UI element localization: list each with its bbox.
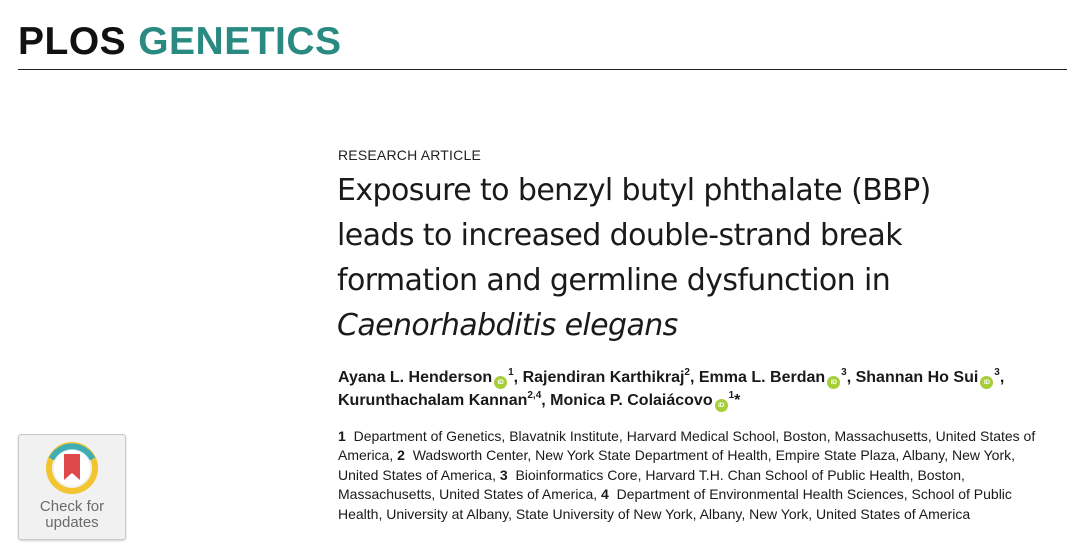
check-for-updates-line: Check for	[39, 498, 105, 515]
affiliation-number: 3	[499, 466, 508, 483]
author-affiliation-ref: 3	[841, 367, 847, 378]
affiliation-number: 4	[601, 486, 609, 503]
title-line: Exposure to benzyl butyl phthalate (BBP)	[337, 173, 931, 208]
orcid-icon[interactable]: iD	[494, 376, 507, 389]
publisher-name: PLOS	[18, 20, 127, 63]
header-divider	[18, 69, 1067, 70]
check-for-updates-line: updates	[45, 514, 99, 531]
check-for-updates-button[interactable]	[18, 434, 126, 540]
author-name[interactable]: Shannan Ho Sui	[855, 369, 979, 386]
author-name[interactable]: Monica P. Colaiácovo	[550, 392, 713, 409]
title-line: formation and germline dysfunction in	[337, 263, 891, 298]
affiliation-number: 1	[338, 428, 346, 444]
crossmark-icon	[44, 440, 100, 496]
author-affiliation-ref: 2,4	[527, 390, 542, 401]
author-affiliation-ref: 1	[728, 390, 735, 401]
affiliation-text: Bioinformatics Core, Harvard T.H. Chan School of Public Health, Boston, Massachusetts, United States of America,	[338, 466, 965, 503]
article-type-label: RESEARCH ARTICLE	[338, 147, 481, 163]
affiliation-text: Wadsworth Center, New York State Department of Health, Empire State Plaza, Albany, New York, United States of America,	[338, 447, 1016, 483]
title-line: leads to increased double-strand break	[337, 218, 902, 253]
author-separator: ,	[999, 369, 1005, 386]
author-line	[338, 366, 1058, 389]
orcid-icon[interactable]: iD	[827, 376, 840, 389]
affiliations	[338, 427, 1058, 524]
author-separator: ,	[846, 369, 852, 386]
author-affiliation-ref: 2	[684, 367, 690, 378]
title-species: Caenorhabditis elegans	[337, 308, 678, 343]
author-name[interactable]: Emma L. Berdan	[698, 369, 826, 386]
affiliation-text: Department of Genetics, Blavatnik Institute, Harvard Medical School, Boston, Massachusetts, United States of America,	[338, 428, 1036, 464]
journal-name: GENETICS	[138, 20, 342, 63]
author-name[interactable]: Rajendiran Karthikraj	[522, 369, 685, 386]
author-name[interactable]: Ayana L. Henderson	[338, 369, 493, 386]
article-title	[337, 168, 1037, 348]
affiliation-text: Department of Environmental Health Sciences, School of Public Health, University at Albany, State University of New York, Albany, New York, United States of America	[338, 486, 1012, 522]
author-separator: ,	[689, 369, 695, 386]
author-separator: ,	[513, 369, 519, 386]
author-affiliation-ref: 1	[508, 367, 514, 378]
author-name[interactable]: Kurunthachalam Kannan	[338, 392, 528, 409]
author-line	[338, 389, 1058, 412]
author-list	[338, 366, 1058, 412]
corresponding-author-mark: *	[734, 392, 741, 409]
check-for-updates-label	[19, 499, 125, 531]
journal-masthead[interactable]	[18, 20, 342, 64]
author-separator: ,	[541, 392, 546, 409]
orcid-icon[interactable]: iD	[980, 376, 993, 389]
affiliation-number: 2	[397, 447, 405, 464]
orcid-icon[interactable]: iD	[715, 399, 728, 412]
author-affiliation-ref: 3	[994, 367, 1000, 378]
